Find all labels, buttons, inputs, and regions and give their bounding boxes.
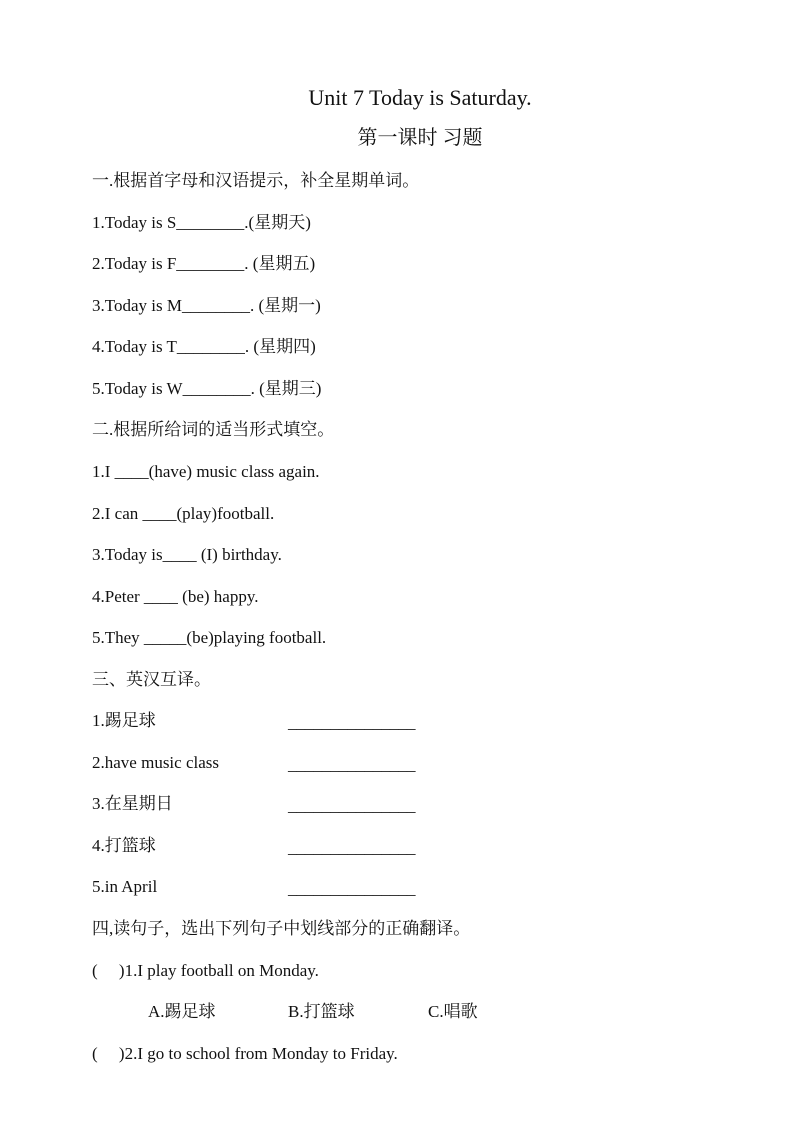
section2-item-4: 4.Peter ____ (be) happy.: [92, 587, 259, 606]
section1-heading: 一.根据首字母和汉语提示，补全星期单词。: [92, 171, 420, 190]
section1-item-2: 2.Today is F________. (星期五): [92, 254, 316, 273]
page-subtitle: 第一课时 习题: [357, 127, 483, 149]
section2-heading: 二.根据所给词的适当形式填空。: [92, 420, 335, 439]
section4-question-1: ( )1.I play football on Monday.: [92, 961, 319, 980]
section3-item-4-blank: _______________: [288, 838, 416, 857]
section1-item-4: 4.Today is T________. (星期四): [92, 337, 316, 356]
section3-item-2-blank: _______________: [288, 755, 416, 774]
section3-item-1-blank: _______________: [288, 713, 416, 732]
section2-item-1: 1.I ____(have) music class again.: [92, 462, 320, 481]
section3-item-3-prompt: 3.在星期日: [92, 794, 173, 813]
section2-item-5: 5.They _____(be)playing football.: [92, 628, 327, 647]
section4-heading: 四,读句子，选出下列句子中划线部分的正确翻译。: [92, 919, 471, 938]
section4-q1-option-a: A.踢足球: [148, 1002, 216, 1021]
section1-item-5: 5.Today is W________. (星期三): [92, 379, 322, 398]
section1-item-1: 1.Today is S________.(星期天): [92, 213, 311, 232]
section4-q1-option-c: C.唱歌: [428, 1002, 478, 1021]
section4-question-2: ( )2.I go to school from Monday to Friday.: [92, 1044, 398, 1063]
section3-item-5-blank: _______________: [288, 879, 416, 898]
section2-item-3: 3.Today is____ (I) birthday.: [92, 545, 282, 564]
section3-item-1-prompt: 1.踢足球: [92, 711, 156, 730]
page-title: Unit 7 Today is Saturday.: [308, 85, 532, 110]
section1-item-3: 3.Today is M________. (星期一): [92, 296, 321, 315]
section3-item-5-prompt: 5.in April: [92, 877, 158, 896]
section3-heading: 三、英汉互译。: [92, 670, 211, 689]
section3-item-2-prompt: 2.have music class: [92, 753, 219, 772]
section3-item-3-blank: _______________: [288, 796, 416, 815]
section3-item-4-prompt: 4.打篮球: [92, 836, 156, 855]
section4-q1-option-b: B.打篮球: [288, 1002, 355, 1021]
section2-item-2: 2.I can ____(play)football.: [92, 504, 275, 523]
